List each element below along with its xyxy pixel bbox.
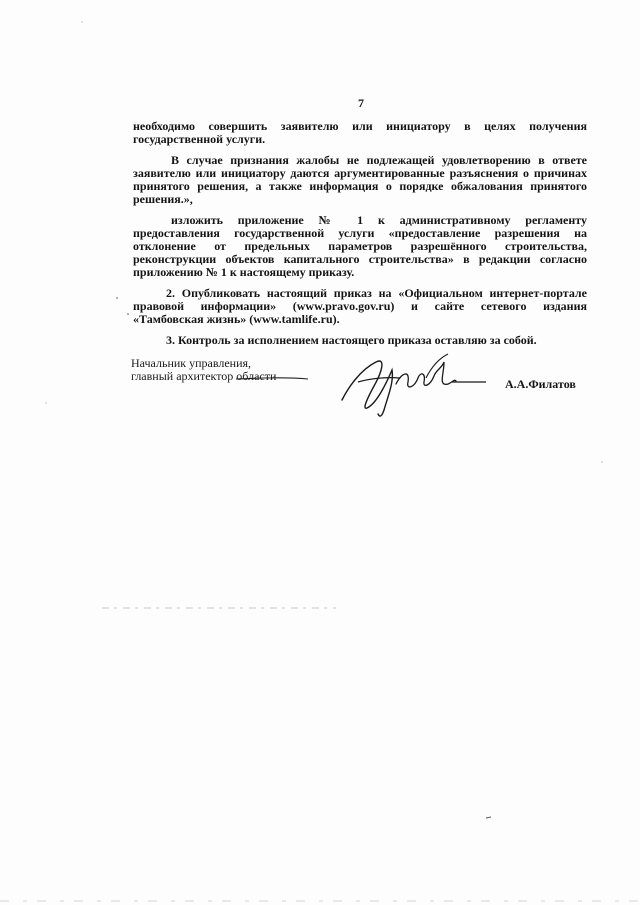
text-line: 3. Контроль за исполнением настоящего приказа оставляю за собой.	[166, 333, 537, 347]
text-line: изложить приложение № 1 к административному регламенту	[171, 213, 587, 227]
paragraph-complaint-response	[133, 154, 587, 206]
signatory-name: А.А.Филатов	[505, 377, 576, 391]
text-line: правовой информации» (www.pravo.gov.ru) и сайте сетевого издания	[133, 299, 587, 313]
handwritten-signature	[230, 348, 500, 420]
paragraph-publish	[133, 287, 587, 326]
text-line: предоставления государственной услуги «предоставление разрешения на	[133, 226, 587, 240]
document-body	[133, 120, 587, 347]
position-line: главный архитектор области	[131, 369, 277, 383]
text-line: реконструкции объектов капитального строительства» в редакции согласно	[133, 252, 587, 266]
text-line: 2. Опубликовать настоящий приказ на «Официальном интернет-портале	[166, 286, 587, 300]
paragraph-appendix	[133, 214, 587, 279]
text-line: В случае признания жалобы не подлежащей удовлетворению в ответе	[171, 153, 587, 167]
text-line: государственной услуги.	[133, 132, 266, 146]
text-line: приложению № 1 к настоящему приказу.	[133, 265, 355, 279]
text-line: принятого решения, а также информация о порядке обжалования принятого	[133, 179, 587, 193]
paragraph-control	[133, 334, 587, 347]
text-line: отклонение от предельных параметров разрешённого строительства,	[133, 239, 587, 253]
page-number: 7	[358, 96, 364, 110]
position-line: Начальник управления,	[131, 356, 252, 370]
text-line: «Тамбовская жизнь» (www.tamlife.ru).	[133, 312, 340, 326]
paragraph-continuation	[133, 120, 587, 146]
text-line: решения.»,	[133, 192, 193, 206]
text-line: заявителю или инициатору даются аргументированные разъяснения о причинах	[133, 166, 587, 180]
text-line: необходимо совершить заявителю или инициатору в целях получения	[133, 119, 587, 133]
